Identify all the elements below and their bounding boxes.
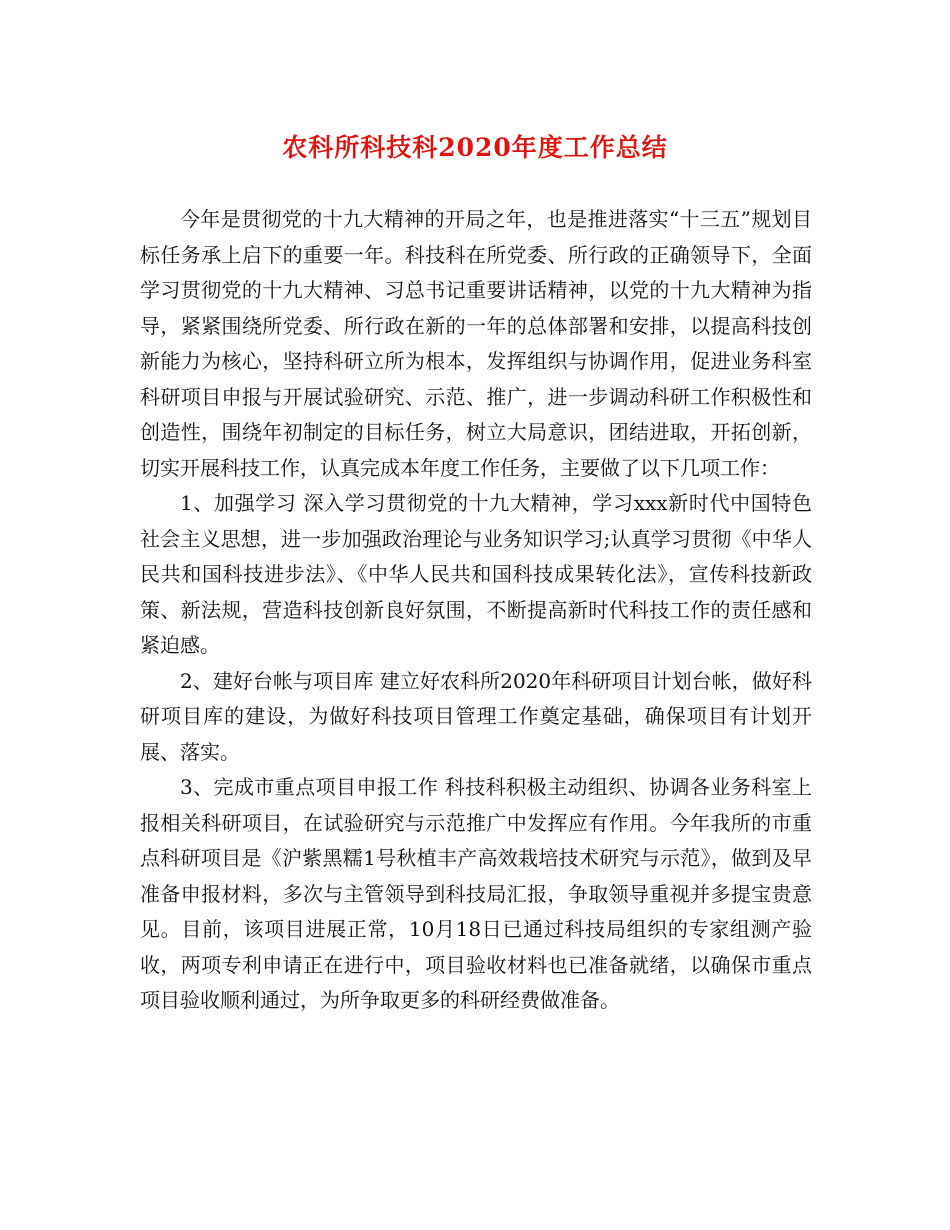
paragraph-item-3: 3、完成市重点项目申报工作 科技科积极主动组织、协调各业务科室上报相关科研项目，在试验研究与示范推广中发挥应有作用。今年我所的市重点科研项目是《沪紫黑糯1号秋植丰产高效栽培技术研究与示范》，做到及早准备申报材料，多次与主管领导到科技局汇报，争取领导重视并多提宝贵意见。目前，该项目进展正常，10月18日已通过科技局组织的专家组测产验收，两项专利申请正在进行中，项目验收材料也已准备就绪，以确保市重点项目验收顺利通过，为所争取更多的科研经费做准备。 <box>140 775 812 1012</box>
paragraph-intro: 今年是贯彻党的十九大精神的开局之年，也是推进落实“十三五”规划目标任务承上启下的重要一年。科技科在所党委、所行政的正确领导下，全面学习贯彻党的十九大精神、习总书记重要讲话精神，以党的十九大精神为指导，紧紧围绕所党委、所行政在新的一年的总体部署和安排，以提高科技创新能力为核心，坚持科研立所为根本，发挥组织与协调作用，促进业务科室科研项目申报与开展试验研究、示范、推广，进一步调动科研工作积极性和创造性，围绕年初制定的目标任务，树立大局意识，团结进取，开拓创新，切实开展科技工作，认真完成本年度工作任务，主要做了以下几项工作： <box>140 207 812 480</box>
document-body <box>140 202 812 1019</box>
document-title: 农科所科技科2020年度工作总结 <box>282 133 668 162</box>
paragraph-item-2: 2、建好台帐与项目库 建立好农科所2020年科研项目计划台帐，做好科研项目库的建设，为做好科技项目管理工作奠定基础，确保项目有计划开展、落实。 <box>140 668 812 764</box>
paragraph-item-1: 1、加强学习 深入学习贯彻党的十九大精神，学习xxx新时代中国特色社会主义思想，进一步加强政治理论与业务知识学习;认真学习贯彻《中华人民共和国科技进步法》、《中华人民共和国科技成果转化法》，宣传科技新政策、新法规，营造科技创新良好氛围，不断提高新时代科技工作的责任感和紧迫感。 <box>140 491 812 657</box>
